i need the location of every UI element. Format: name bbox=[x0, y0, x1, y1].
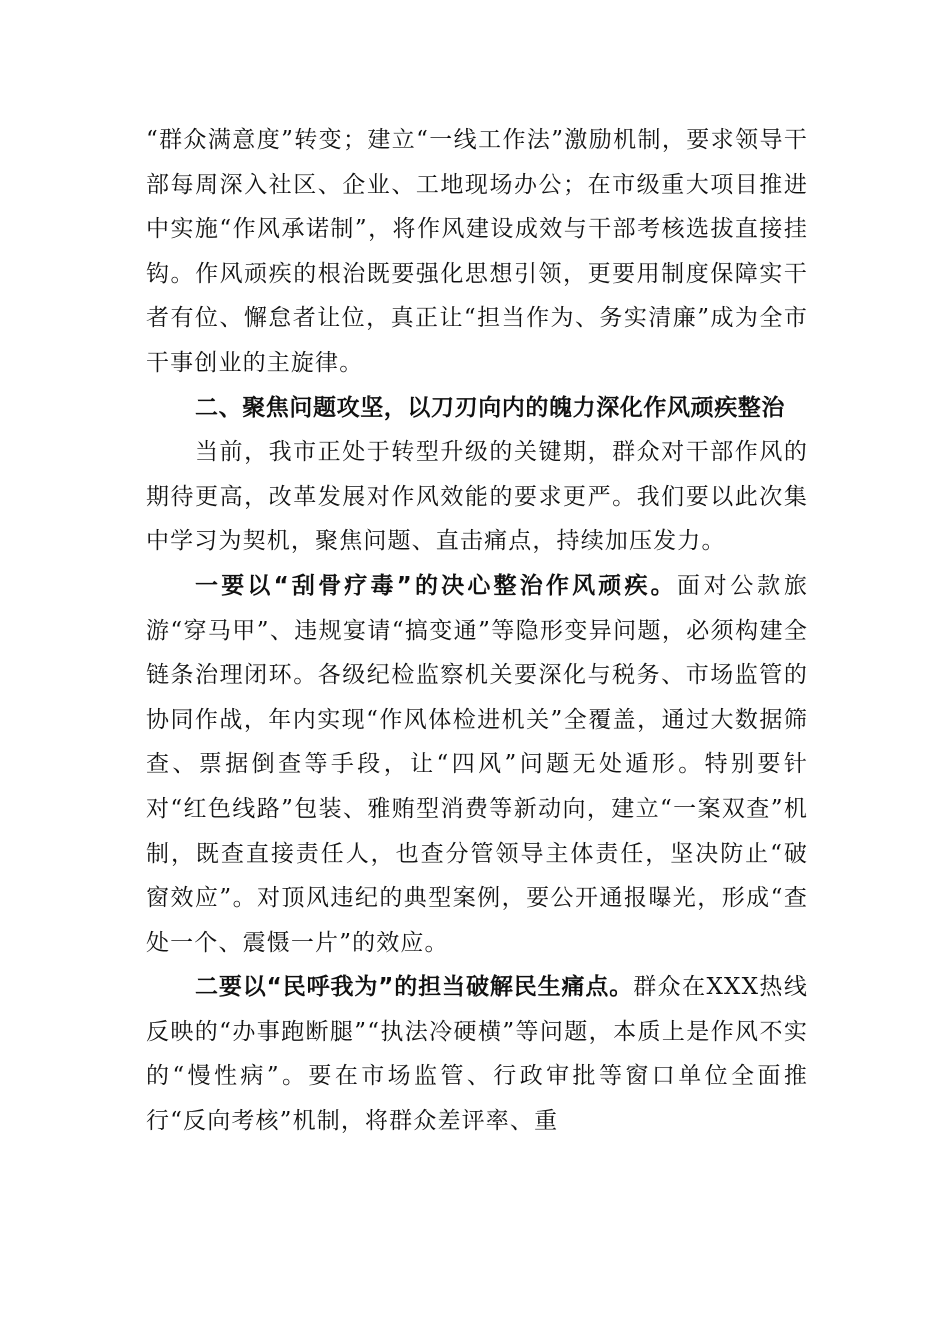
point-1-lead: 一要以“刮骨疗毒”的决心整治作风顽疾。 bbox=[195, 572, 677, 599]
paragraph-intro-continued: “群众满意度”转变；建立“一线工作法”激励机制，要求领导干部每周深入社区、企业、工地现场办公；在市级重大项目推进中实施“作风承诺制”，将作风建设成效与干部考核选拔直接挂钩。作风顽疾的根治既要强化思想引领，更要用制度保障实干者有位、懈怠者让位，真正让“担当作为、务实清廉”成为全市干事创业的主旋律。 bbox=[146, 127, 808, 376]
point-2-body: 群众在XXX热线反映的“办事跑断腿”“执法冷硬横”等问题，本质上是作风不实的“慢性病”。要在市场监管、行政审批等窗口单位全面推行“反向考核”机制，将群众差评率、重 bbox=[146, 974, 808, 1135]
paragraph-point-1 bbox=[146, 564, 808, 965]
paragraph-section-2-intro: 当前，我市正处于转型升级的关键期，群众对干部作风的期待更高，改革发展对作风效能的要求更严。我们要以此次集中学习为契机，聚焦问题、直击痛点，持续加压发力。 bbox=[146, 439, 808, 555]
point-2-lead: 二要以“民呼我为”的担当破解民生痛点。 bbox=[195, 974, 634, 1001]
paragraph-point-2 bbox=[146, 965, 808, 1143]
point-1-body: 面对公款旅游“穿马甲”、违规宴请“搞变通”等隐形变异问题，必须构建全链条治理闭环。各级纪检监察机关要深化与税务、市场监管的协同作战，年内实现“作风体检进机关”全覆盖，通过大数据筛查、票据倒查等手段，让“四风”问题无处遁形。特别要针对“红色线路”包装、雅贿型消费等新动向，建立“一案双查”机制，既查直接责任人，也查分管领导主体责任，坚决防止“破窗效应”。对顶风违纪的典型案例，要公开通报曝光，形成“查处一个、震慑一片”的效应。 bbox=[146, 572, 808, 956]
section-heading-2: 二、聚焦问题攻坚，以刀刃向内的魄力深化作风顽疾整治 bbox=[195, 394, 785, 421]
document-page bbox=[146, 118, 808, 1144]
